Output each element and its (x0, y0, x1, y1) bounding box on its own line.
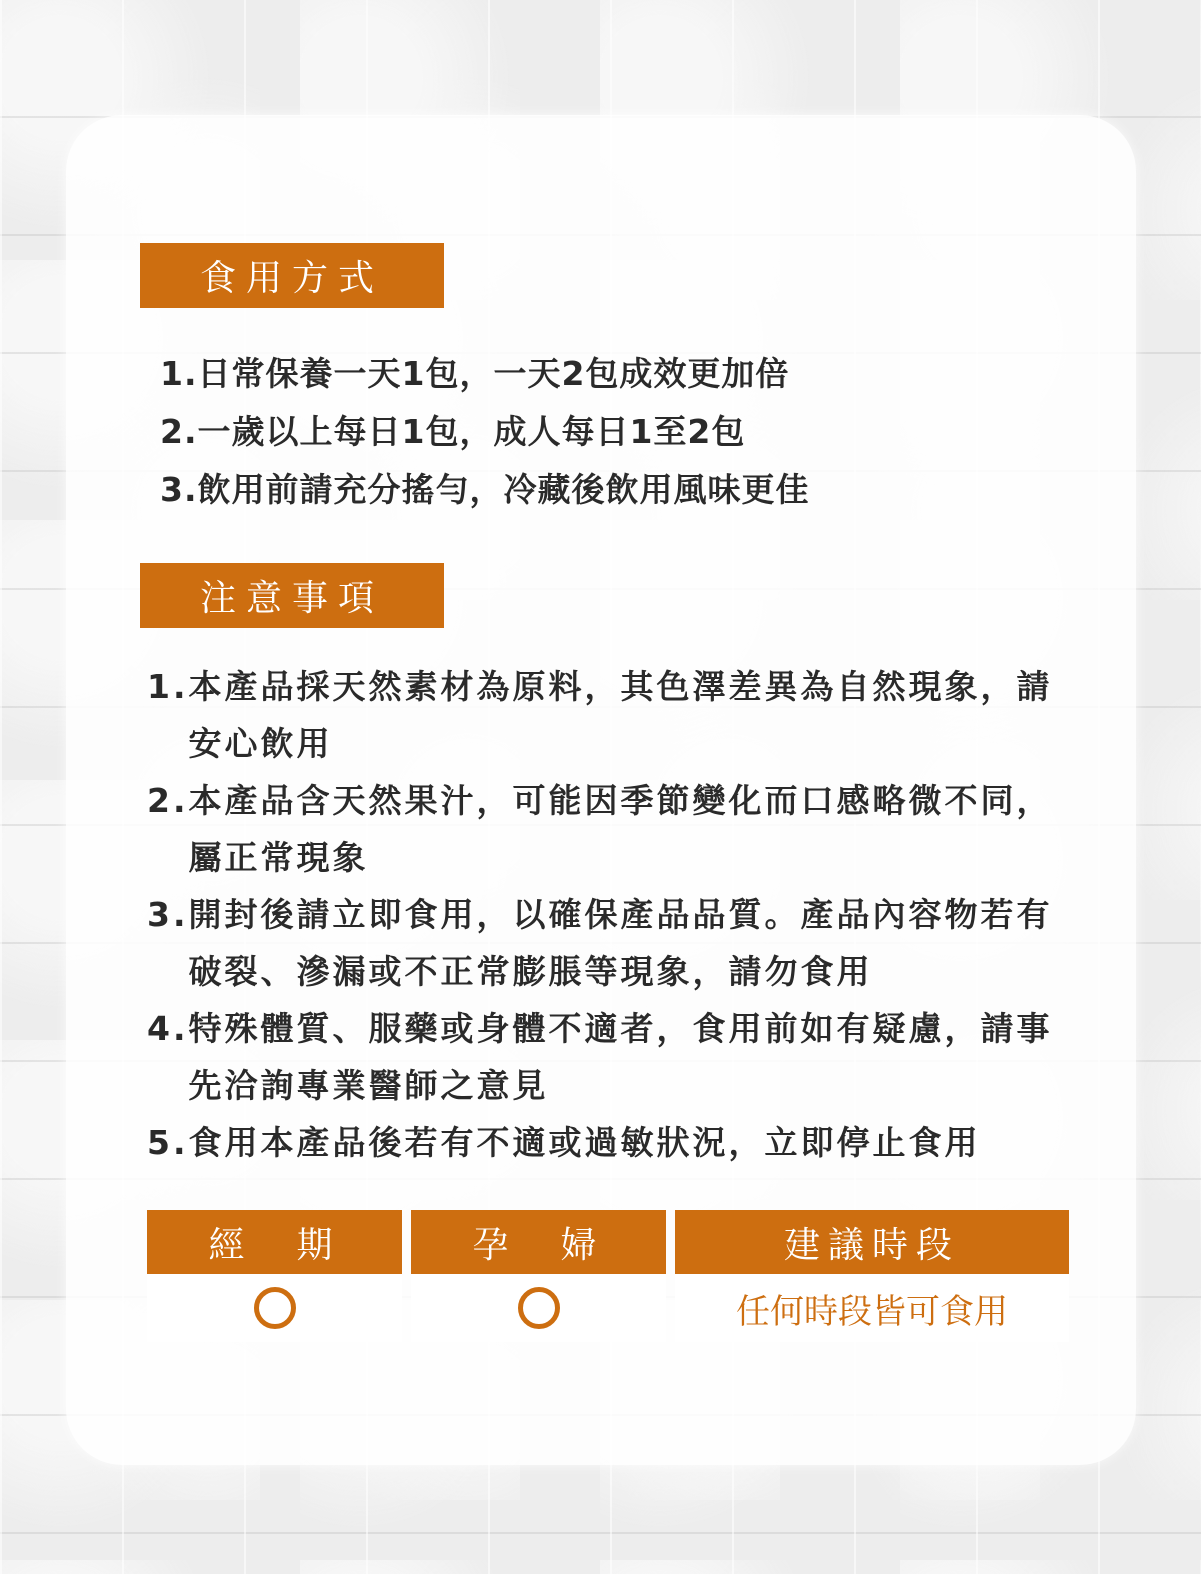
note-text: 開封後請立即食用，以確保產品品質。產品內容物若有破裂、滲漏或不正常膨脹等現象，請勿食用 (188, 895, 1053, 991)
note-item (147, 658, 1067, 772)
header-pregnant: 孕 婦 (411, 1210, 666, 1274)
cell-menstruation (147, 1274, 402, 1342)
usage-item: 3.飲用前請充分搖勻，冷藏後飲用風味更佳 (160, 470, 810, 509)
note-item (147, 886, 1067, 1000)
table-row (147, 1274, 1069, 1342)
note-item (147, 1114, 1067, 1171)
header-menstruation: 經 期 (147, 1210, 402, 1274)
note-text: 本產品採天然素材為原料，其色澤差異為自然現象，請安心飲用 (188, 667, 1053, 763)
note-text: 本產品含天然果汁，可能因季節變化而口感略微不同，屬正常現象 (188, 781, 1053, 877)
usage-item: 1.日常保養一天1包，一天2包成效更加倍 (160, 354, 790, 393)
note-text: 食用本產品後若有不適或過敏狀況，立即停止食用 (188, 1123, 981, 1162)
usage-item: 2.一歲以上每日1包，成人每日1至2包 (160, 412, 746, 451)
suitability-table (147, 1210, 1069, 1342)
usage-title: 食用方式 (140, 243, 444, 308)
note-text: 特殊體質、服藥或身體不適者，食用前如有疑慮，請事先洽詢專業醫師之意見 (188, 1009, 1053, 1105)
notes-list (147, 658, 1067, 1171)
note-number: 4. (147, 1009, 189, 1048)
header-timing: 建議時段 (675, 1210, 1069, 1274)
note-number: 5. (147, 1123, 189, 1162)
note-number: 3. (147, 895, 189, 934)
table-header-row (147, 1210, 1069, 1274)
circle-icon (254, 1287, 296, 1329)
circle-icon (518, 1287, 560, 1329)
note-item (147, 1000, 1067, 1114)
usage-list (160, 345, 810, 519)
note-item (147, 772, 1067, 886)
note-number: 1. (147, 667, 189, 706)
notes-title: 注意事項 (140, 563, 444, 628)
cell-timing: 任何時段皆可食用 (675, 1274, 1069, 1342)
note-number: 2. (147, 781, 189, 820)
cell-pregnant (411, 1274, 666, 1342)
